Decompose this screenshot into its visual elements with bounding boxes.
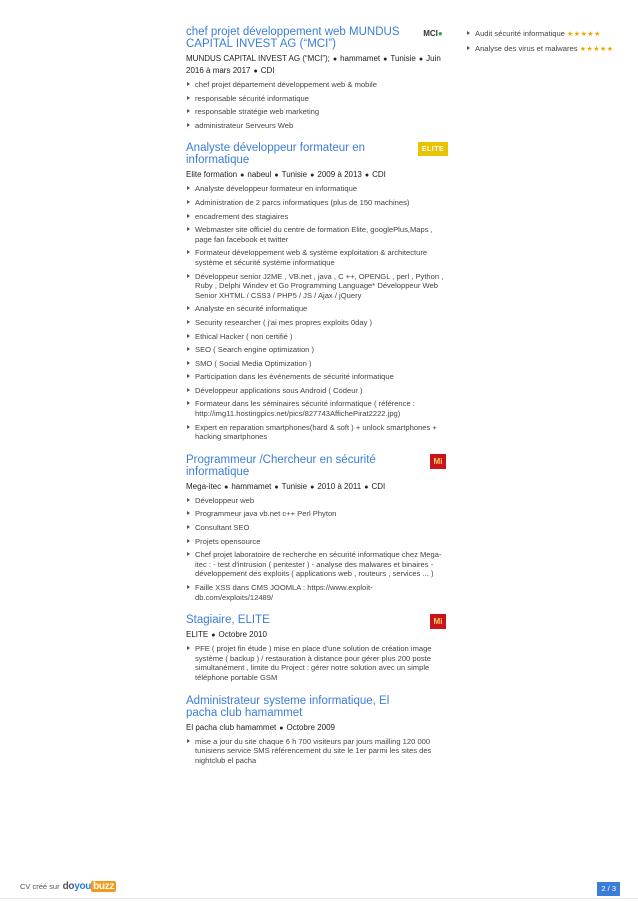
job-meta-field: 2009 à 2013 — [317, 170, 362, 180]
company-logo-text: Mi — [433, 617, 443, 627]
footer-prefix: CV créé sur — [20, 882, 60, 891]
separator-dot-icon: ● — [383, 56, 388, 63]
job-meta-field: Octobre 2009 — [286, 722, 335, 732]
job-task-item: Webmaster site officiel du centre de formation Elite, googlePlus,Maps , page fan facebook et twitter — [186, 225, 448, 244]
separator-dot-icon: ● — [310, 483, 315, 491]
job-title: Programmeur /Chercheur en sécurité informatique — [186, 453, 376, 478]
job-task-item: Faille XSS dans CMS JOOMLA : https://www.exploit-db.com/exploits/12489/ — [186, 583, 448, 602]
job-entry — [186, 454, 448, 602]
job-task-item: Participation dans les événements de sécurité informatique — [186, 372, 448, 382]
separator-dot-icon: ● — [364, 172, 370, 180]
skills-list — [466, 29, 626, 54]
job-tasks — [186, 644, 448, 682]
job-task-item: administrateur Serveurs Web — [186, 121, 448, 131]
job-task-item: Expert en reparation smartphones(hard & soft ) + unlock smartphones + hacking smartphones — [186, 423, 448, 442]
job-task-item: encadrement des stagiaires — [186, 212, 448, 222]
job-task-item: Chef projet laboratoire de recherche en sécurité informatique chez Mega-itec : - test d'intrusion ( pentester ) - analyse des malwares et binaires - développement des exploits ( applications web , routeurs , services ... ) — [186, 550, 448, 579]
job-tasks — [186, 184, 448, 441]
separator-dot-icon: ● — [211, 632, 216, 640]
company-logo — [418, 142, 448, 156]
job-task-item: Analyste en sécurité informatique — [186, 304, 448, 314]
job-task-item: SEO ( Search engine optimization ) — [186, 345, 448, 355]
logo-part-do: do — [62, 881, 75, 892]
job-meta-field: Tunisie — [281, 481, 308, 491]
job-meta-field: Elite formation — [186, 170, 238, 180]
job-entry — [186, 142, 448, 441]
job-title: Analyste développeur formateur en informatique — [186, 142, 365, 167]
page-number: 2 / 3 — [597, 882, 620, 896]
job-task-item: Développeur web — [186, 496, 448, 506]
job-task-item: Formateur développement web & système exploitation & architecture système et sécurité système informatique — [186, 248, 448, 267]
company-logo-text: Mi — [433, 456, 443, 466]
separator-dot-icon: ● — [310, 172, 315, 180]
separator-dot-icon: ● — [418, 56, 424, 63]
doyoubuzz-logo[interactable] — [63, 881, 117, 892]
separator-dot-icon: ● — [279, 724, 284, 732]
job-meta-field: Mega-itec — [186, 481, 222, 491]
job-meta-field: Octobre 2010 — [218, 630, 267, 640]
job-tasks — [186, 496, 448, 602]
job-meta — [186, 629, 448, 641]
job-title: Stagiaire, ELITE — [186, 614, 270, 627]
job-task-item: Programmeur java vb.net c++ Perl Phyton — [186, 509, 448, 519]
skill-stars-icon: ★★★★★ — [579, 45, 614, 53]
job-meta-field: El pacha club hamammet — [186, 722, 277, 732]
job-meta-field: Tunisie — [390, 54, 416, 63]
separator-dot-icon: ● — [253, 68, 258, 75]
job-task-item: SMO ( Social Media Optimization ) — [186, 359, 448, 369]
job-meta-field: hammamet — [340, 54, 381, 63]
skills-column — [466, 26, 626, 58]
job-tasks — [186, 80, 448, 130]
footer-brand[interactable] — [20, 881, 116, 892]
job-task-item: PFE ( projet fin étude ) mise en place d'une solution de création image système ( backup ) / restauration à distance pour gérer plus 200 poste simultanément , limite du Project : gérer notre solution avec un simple téléphone portable GSM — [186, 644, 448, 682]
company-logo-text: ELITE — [421, 145, 445, 153]
company-logo — [430, 454, 446, 469]
job-meta-field: nabeul — [247, 170, 272, 180]
skill-stars-icon: ★★★★★ — [567, 31, 601, 38]
separator-dot-icon: ● — [224, 483, 229, 491]
job-meta-field: CDI — [260, 66, 275, 75]
job-task-item: Projets opensource — [186, 537, 448, 547]
separator-dot-icon: ● — [364, 483, 369, 491]
job-task-item: Développeur applications sous Android ( Codeur ) — [186, 386, 448, 396]
company-logo — [418, 26, 448, 40]
job-title: Administrateur systeme informatique, El pacha club hamammet — [186, 694, 390, 719]
separator-dot-icon: ● — [274, 483, 279, 491]
job-task-item: Formateur dans les séminaires sécurité informatique ( référence : http://img11.hostingpics.net/pics/827743AffichePirat2222.jpg) — [186, 399, 448, 418]
job-title: chef projet développement web MUNDUS CAPITAL INVEST AG (“MCI”) — [186, 26, 400, 50]
separator-dot-icon: ● — [274, 172, 279, 180]
job-task-item: Administration de 2 parcs informatiques (plus de 150 machines) — [186, 198, 448, 208]
job-tasks — [186, 737, 448, 766]
job-meta-field: ELITE — [186, 630, 209, 640]
skill-label: Audit sécurité informatique — [475, 29, 565, 38]
job-meta-field: CDI — [371, 481, 386, 491]
skill-label: Analyse des virus et malwares — [475, 43, 578, 53]
job-task-item: chef projet département développement web & mobile — [186, 80, 448, 90]
job-task-item: Développeur senior J2ME , VB.net , java , C ++, OPENGL , perl , Python , Ruby , Delphi Windev et Go Programming Language* Développeur Web Senior XHTML / CSS3 / PHP5 / JS / Ajax / jQuery — [186, 272, 448, 301]
job-meta-field: MUNDUS CAPITAL INVEST AG (“MCI”); — [186, 54, 330, 63]
job-task-item: mise a jour du site chaque 6 h 700 visiteurs par jours mailling 120 000 tunisiens service SMS référencement du site le 1er parmi les sites des nightclub el pacha — [186, 737, 448, 766]
job-task-item: Security researcher ( j'ai mes propres exploits 0day ) — [186, 318, 448, 328]
job-entry — [186, 695, 448, 766]
experience-column — [186, 26, 448, 777]
job-meta — [186, 169, 448, 181]
logo-part-you: you — [74, 881, 92, 892]
skill-item — [466, 44, 626, 55]
job-task-item: responsable sécurité informatique — [186, 94, 448, 104]
job-meta — [186, 481, 448, 493]
job-meta-field: 2010 à 2011 — [317, 481, 362, 491]
separator-dot-icon: ● — [332, 56, 338, 63]
job-meta — [186, 722, 448, 734]
logo-part-buzz: buzz — [93, 881, 115, 892]
job-meta-field: CDI — [372, 170, 386, 180]
company-logo-text: MCI — [423, 28, 438, 38]
job-entry — [186, 614, 448, 682]
company-logo-mark: ● — [437, 28, 443, 38]
skill-item — [466, 29, 626, 40]
job-entry — [186, 26, 448, 130]
job-meta — [186, 53, 448, 77]
separator-dot-icon: ● — [240, 172, 245, 180]
job-task-item: Analyste développeur formateur en informatique — [186, 184, 448, 194]
job-task-item: responsable stratégie web marketing — [186, 107, 448, 117]
job-meta-field: Juin 2016 à mars 2017 — [186, 54, 441, 75]
job-meta-field: hammamet — [231, 481, 272, 491]
job-meta-field: Tunisie — [281, 170, 308, 180]
company-logo — [430, 614, 446, 629]
footer-divider — [0, 898, 638, 899]
job-task-item: Ethical Hacker ( non certifié ) — [186, 332, 448, 342]
job-task-item: Consultant SEO — [186, 523, 448, 533]
